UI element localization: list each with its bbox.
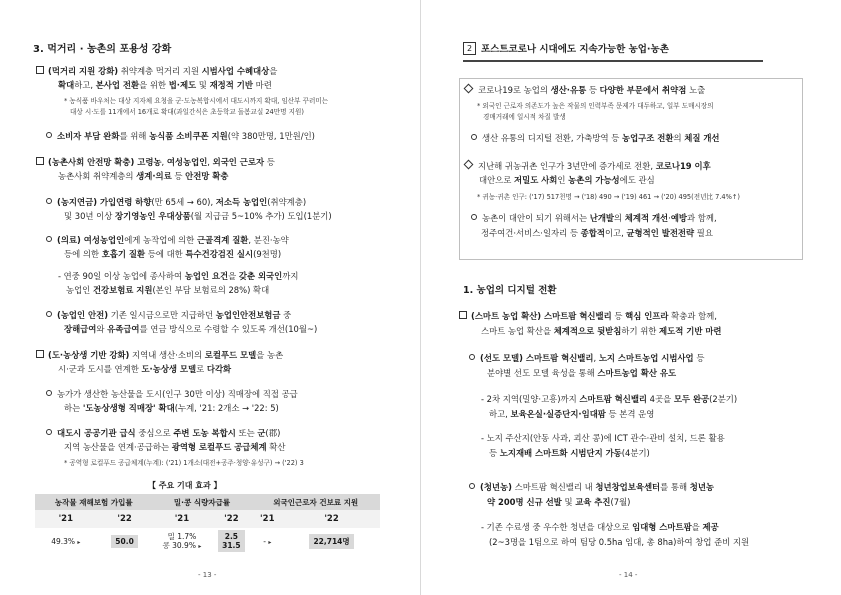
sub-bullet-public-meals-line2: 지역 농산물을 연계·공급하는 광역형 로컬푸드 공급체계 확산 (64, 442, 286, 452)
sub-bullet-leading-model: (선도 모델) 스마트팜 혁신밸리, 노지 스마트농업 시범사업 등 (469, 352, 704, 364)
diamond-bullet-icon (464, 84, 474, 94)
dash-item-open-field: - 노지 주산지(안동 사과, 괴산 콩)에 ICT 관수·관비 설치, 드론 활용 (481, 433, 725, 443)
circle-bullet-icon (46, 429, 52, 435)
circle-bullet-icon (471, 134, 477, 140)
circle-bullet-icon (471, 214, 477, 220)
bullet-food-support-line2: 확대하고, 본사업 전환을 위한 법·제도 및 재정적 기반 마련 (58, 80, 272, 90)
dash-item-rental-farm-line2: (2~3명을 1팀으로 하여 팀당 0.5ha 임대, 총 8ha)하여 창업 준비 지원 (489, 537, 750, 547)
summary-item-covid: 코로나19로 농업의 생산·유통 등 다양한 부문에서 취약점 노출 (465, 84, 705, 96)
page-number: - 14 - (619, 571, 638, 579)
footnote: * 농식품 바우처는 대상 지자체 요청을 군·도농복합시에서 대도시까지 확대, 임산부 꾸러미는 (64, 97, 329, 105)
summary-item-return-farm: 지난해 귀농귀촌 인구가 3년만에 증가세로 전환, 코로나19 이후 (465, 160, 711, 172)
year-cell: '21 (251, 510, 283, 528)
footnote: 대상 시·도를 11개에서 16개로 확대(과일간식은 초등학교 돌봄교실 24만명 지원) (70, 108, 304, 116)
arrow-right-icon: ▸ (77, 538, 81, 546)
table-header: 외국인근로자 건보료 지원 (251, 494, 380, 510)
square-bullet-icon (36, 350, 44, 358)
arrow-right-icon: ▸ (198, 542, 202, 550)
circle-bullet-icon (469, 483, 475, 489)
table-header: 밀·콩 식량자급률 (153, 494, 252, 510)
footnote: * 외국인 근로자 의존도가 높은 작물의 인력부족 문제가 대두하고, 일부 도매시장의 (477, 102, 714, 110)
sub-bullet-farmland-pension-line2: 및 30년 이상 장기영농인 우대상품(월 지급금 5~10% 추가) 도입(1분기) (64, 211, 332, 221)
bullet-urban-rural: (도·농상생 기반 강화) 지역내 생산·소비의 로컬푸드 모델을 농촌 (36, 349, 283, 361)
circle-bullet-icon (46, 390, 52, 396)
square-bullet-icon (36, 157, 44, 165)
expected-effects-table (35, 494, 380, 554)
chapter-header (463, 38, 763, 62)
sub-bullet-young-farmers: (청년농) 스마트팜 혁신밸리 내 청년창업보육센터를 통해 청년농 (469, 481, 714, 493)
summary-sub-development: 농촌이 대안이 되기 위해서는 난개발의 체계적 개선·예방과 함께, (471, 212, 717, 224)
footnote: * 공역형 로컬푸드 공급체계(누계): ('21) 1개소(대전+공주·청양·유성구) → ('22) 3 (64, 459, 304, 467)
sub-bullet-medical: (의료) 여성농업인에게 농작업에 의한 근골격계 질환, 분진·농약 (46, 234, 289, 246)
dash-item-innovation-valley-line2: 하고, 보육온실·실증단지·임대팜 등 본격 운영 (489, 409, 655, 419)
sub-bullet-coupon: 소비자 부담 완화를 위해 농식품 소비쿠폰 지원(약 380만명, 1만원/인) (46, 130, 315, 142)
expected-effects-title: 【 주요 기대 효과 】 (148, 481, 222, 490)
chapter-title: 포스트코로나 시대에도 지속가능한 농업·농촌 (481, 44, 669, 55)
dash-item-open-field-line2: 등 노지재배 스마트화 시범단지 가동(4분기) (489, 448, 650, 458)
right-page (421, 0, 841, 595)
sub-bullet-farmer-safety-line2: 장해급여와 유족급여를 연금 방식으로 수령할 수 있도록 개선(10월~) (64, 324, 318, 334)
value-cell: 22,714명 (283, 528, 380, 554)
circle-bullet-icon (46, 311, 52, 317)
year-cell: '21 (153, 510, 212, 528)
circle-bullet-icon (46, 198, 52, 204)
sub-bullet-farmer-safety: (농업인 안전) 기존 일시금으로만 지급하던 농업인안전보험금 중 (46, 309, 291, 321)
sub-bullet-public-meals: 대도시 공공기관 급식 중심으로 주변 도농 복합시 또는 군(郡) (46, 427, 280, 439)
value-cell: 2.5 31.5 (211, 528, 251, 554)
section-title: 3. 먹거리 · 농촌의 포용성 강화 (33, 44, 172, 55)
section-title: 1. 농업의 디지털 전환 (463, 285, 557, 296)
left-page (0, 0, 420, 595)
arrow-right-icon: ▸ (268, 538, 272, 546)
summary-sub-development-line2: 정주여건·서비스·일자리 등 종합적이고, 균형적인 발전전략 필요 (481, 228, 713, 238)
bullet-urban-rural-line2: 시·군과 도시를 연계한 도·농상생 모델로 다각화 (58, 364, 232, 374)
sub-bullet-young-farmers-line2: 약 200명 신규 선발 및 교육 추진(7월) (487, 497, 631, 507)
dash-item-foreign-workers-line2: 농업인 건강보험료 지원(본인 부담 보험료의 28%) 확대 (66, 285, 270, 295)
table-header: 농작물 재해보험 가입률 (35, 494, 153, 510)
sub-bullet-direct-store-line2: 하는 '도농상생형 직매장' 확대(누계, '21: 2개소 → '22: 5) (64, 403, 279, 413)
year-cell: '22 (97, 510, 153, 528)
year-cell: '21 (35, 510, 97, 528)
summary-sub-structure: 생산 유통의 디지털 전환, 가축방역 등 농업구조 전환의 체질 개선 (471, 132, 720, 144)
square-bullet-icon (459, 311, 467, 319)
value-cell: 밀 1.7% 콩 30.9% ▸ (162, 531, 202, 550)
value-cell: - ▸ (263, 536, 272, 546)
circle-bullet-icon (46, 236, 52, 242)
year-cell: '22 (211, 510, 251, 528)
value-cell: 50.0 (97, 528, 153, 554)
page-number: - 13 - (198, 571, 217, 579)
sub-bullet-leading-model-line2: 분야별 선도 모델 육성을 통해 스마트농업 확산 유도 (487, 368, 677, 378)
footnote: * 귀농·귀촌 인구: ('17) 517천명 → ('18) 490 → ('19) 461 → ('20) 495(전년比 7.4%↑) (477, 193, 740, 201)
sub-bullet-direct-store: 농가가 생산한 농산물을 도시(인구 30만 이상) 직매장에 직접 공급 (46, 388, 298, 400)
circle-bullet-icon (46, 132, 52, 138)
year-cell: '22 (283, 510, 380, 528)
bullet-food-support: (먹거리 지원 강화) 취약계층 먹거리 지원 시범사업 수혜대상을 (36, 65, 277, 77)
bullet-smart-farm-line2: 스마트 농업 확산을 체계적으로 뒷받침하기 위한 제도적 기반 마련 (481, 326, 722, 336)
bullet-smart-farm: (스마트 농업 확산) 스마트팜 혁신밸리 등 핵심 인프라 확충과 함께, (459, 310, 717, 322)
bullet-safety-net-line2: 농촌사회 취약계층의 생계·의료 등 안전망 확충 (58, 171, 229, 181)
sub-bullet-medical-line2: 등에 의한 호흡기 질환 등에 대한 특수건강검진 실시(9천명) (64, 249, 282, 259)
footnote: 경매거래에 일시적 차질 발생 (483, 113, 566, 121)
square-bullet-icon (36, 66, 44, 74)
sub-bullet-farmland-pension: (농지연금) 가입연령 하향(만 65세 → 60), 저소득 농업인(취약계층) (46, 196, 306, 208)
chapter-number: 2 (463, 42, 476, 55)
bullet-safety-net: (농촌사회 안전망 확충) 고령농, 여성농업인, 외국인 근로자 등 (36, 156, 275, 168)
dash-item-innovation-valley: - 2차 지역(밀양·고흥)까지 스마트팜 혁신밸리 4곳을 모두 완공(2분기) (481, 394, 738, 404)
dash-item-foreign-workers: - 연중 90일 이상 농업에 종사하여 농업인 요건을 갖춘 외국인까지 (58, 271, 299, 281)
dash-item-rental-farm: - 기존 수료생 중 우수한 청년을 대상으로 임대형 스마트팜을 제공 (481, 522, 719, 532)
circle-bullet-icon (469, 354, 475, 360)
diamond-bullet-icon (464, 160, 474, 170)
value-cell: 49.3% ▸ (51, 536, 81, 546)
summary-item-return-farm-line2: 대안으로 저밀도 사회인 농촌의 가능성에도 관심 (479, 175, 655, 185)
